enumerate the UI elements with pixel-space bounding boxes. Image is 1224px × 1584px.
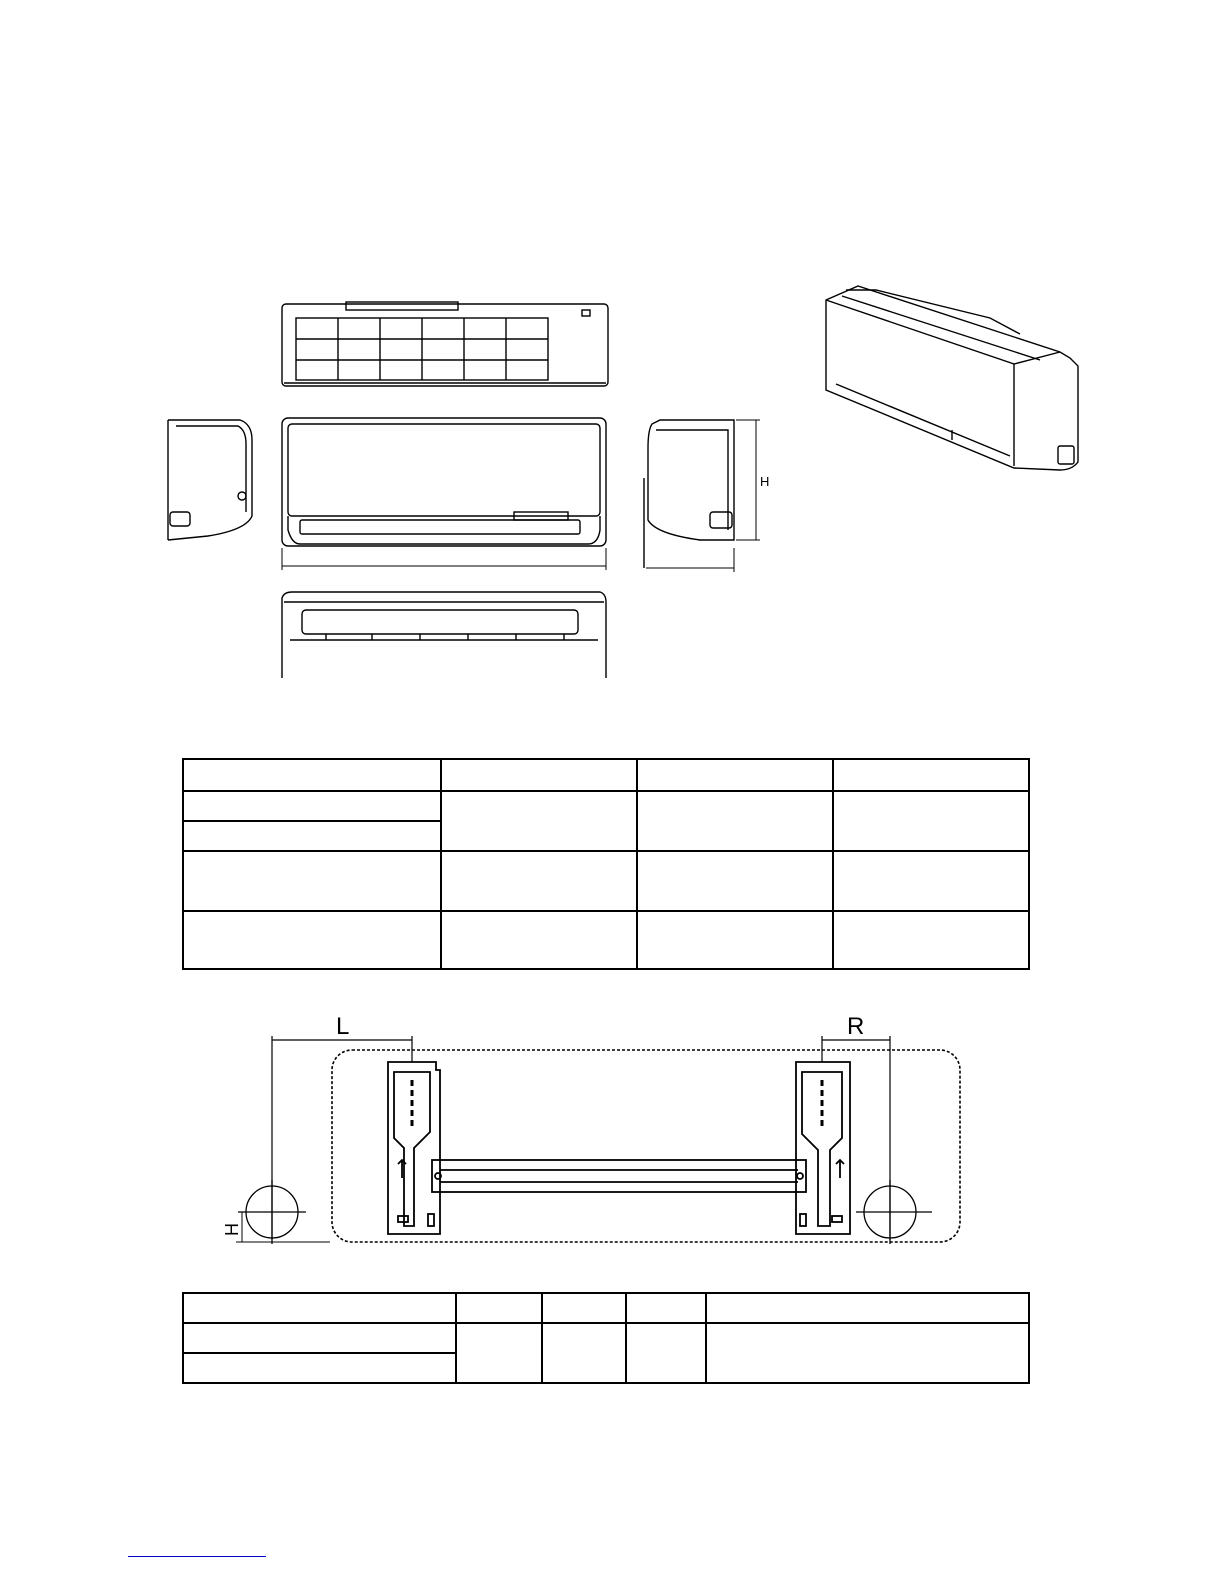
height-dimension-label: H bbox=[760, 474, 770, 489]
table-cell bbox=[183, 759, 441, 791]
table-cell bbox=[183, 851, 441, 911]
left-pipe-hole bbox=[238, 1180, 306, 1244]
table-cell bbox=[637, 791, 833, 851]
table-cell bbox=[626, 1293, 706, 1323]
right-pipe-hole bbox=[856, 1180, 932, 1244]
table-cell bbox=[542, 1323, 626, 1383]
dimension-table bbox=[182, 758, 1030, 970]
left-side-view bbox=[168, 420, 252, 540]
front-view bbox=[282, 418, 606, 570]
table-cell bbox=[441, 911, 637, 969]
table-cell bbox=[833, 791, 1029, 851]
table-cell bbox=[637, 851, 833, 911]
dimension-label-l: L bbox=[336, 1013, 350, 1040]
table-cell bbox=[183, 1323, 456, 1353]
unit-outline bbox=[332, 1050, 960, 1242]
table-cell bbox=[833, 911, 1029, 969]
table-cell bbox=[183, 1353, 456, 1383]
table-cell bbox=[441, 851, 637, 911]
table-cell bbox=[183, 1293, 456, 1323]
table-cell bbox=[706, 1293, 1029, 1323]
footer-rule bbox=[128, 1556, 266, 1557]
dimension-label-h: H bbox=[222, 1223, 242, 1236]
dimension-label-r: R bbox=[847, 1013, 865, 1040]
table-cell bbox=[183, 821, 441, 851]
table-cell bbox=[542, 1293, 626, 1323]
table-cell bbox=[637, 759, 833, 791]
table-cell bbox=[183, 791, 441, 821]
clearance-table bbox=[182, 1292, 1030, 1384]
isometric-view bbox=[826, 286, 1078, 470]
right-side-view bbox=[644, 420, 760, 572]
table-cell bbox=[637, 911, 833, 969]
table-cell bbox=[456, 1293, 542, 1323]
table-cell bbox=[833, 851, 1029, 911]
mounting-plate-drawing bbox=[0, 1000, 1224, 1260]
right-bracket bbox=[796, 1062, 850, 1234]
table-cell bbox=[441, 759, 637, 791]
top-view bbox=[282, 302, 608, 386]
table-cell bbox=[833, 759, 1029, 791]
table-cell bbox=[183, 911, 441, 969]
cross-bar bbox=[432, 1160, 806, 1192]
bottom-view bbox=[282, 592, 606, 678]
unit-views-drawing bbox=[0, 0, 1224, 700]
table-cell bbox=[626, 1323, 706, 1383]
table-cell bbox=[441, 791, 637, 851]
table-cell bbox=[456, 1323, 542, 1383]
left-bracket bbox=[388, 1062, 440, 1234]
table-cell bbox=[706, 1323, 1029, 1383]
